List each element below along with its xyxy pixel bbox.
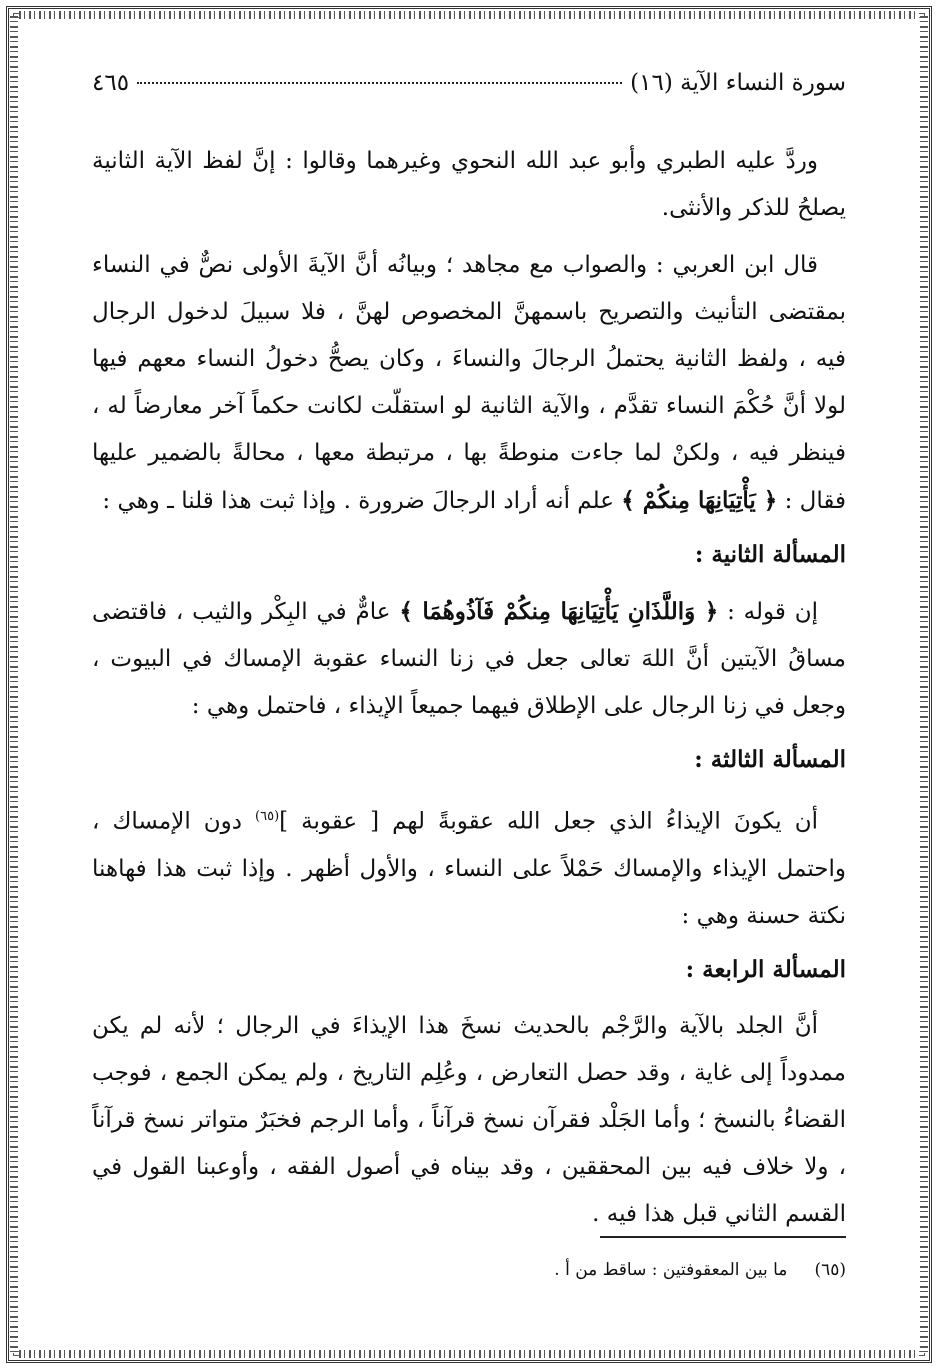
text-run: عامٌّ في البِكْر والثيب ، فاقتضى مساقُ الآيتين أنَّ اللهَ تعالى جعل في زنا النساء عقوبة الإمساك في البيوت ، وجعل في زنا الرجال على الإطلاق فيهما جميعاً الإيذاء ، فاحتمل وهي : [92,599,846,719]
quran-verse: ﴿ وَاللَّذَانِ يَأْتِيَانِهَا مِنكُمْ فَآذُوهُمَا ﴾ [399,598,719,625]
text-run: أنَّ الجلد بالآية والرَّجْم بالحديث نسخَ هذا الإيذاءَ في الرجال ؛ لأنه لم يكن ممدوداً إلى غاية ، وقد حصل التعارض ، وعُلِم التاريخ ، ولم يمكن الجمع ، فوجب القضاءُ بالنسخ ؛ وأما الجَلْد فقرآن نسخ قرآناً ، وأما الرجم فخبَرٌ متواتر نسخ قرآناً ، ولا خلاف فيه بين المحققين ، وقد بيناه في أصول الفقه ، وأوعبنا القول في القسم الثاني قبل هذا فيه . [92,1012,846,1227]
section-heading: المسألة الثالثة : [694,746,846,773]
body-text [92,138,846,1238]
border-left-ornament [10,16,18,1353]
page-content [92,70,846,1238]
paragraph [92,1003,846,1238]
footnote-marker: (٦٥) [255,809,280,824]
quran-verse: ﴿ يَأْتِيَانِهَا مِنكُمْ ﴾ [621,487,778,514]
footnote-text: ما بين المعقوفتين : ساقط من أ . [554,1260,788,1280]
running-header [92,70,846,114]
header-dot-leader [137,82,622,84]
text-run: قال ابن العربي : والصواب مع مجاهد ؛ وبيانُه أنَّ الآيةَ الأولى نصٌّ في النساء بمقتضى التأنيث والتصريح باسمهنَّ المخصوص لهنَّ ، فلا سبيلَ لدخول الرجال فيه ، ولفظ الثانية يحتملُ الرجالَ والنساءَ ، وكان يصحُّ دخولُ النساء معهم فيها لولا أنَّ حُكْمَ النساء تقدَّم ، والآية الثانية لو استقلّت لكانت حكماً آخر معارضاً له ، فينظر فيه ، ولكنْ لما جاءت منوطةً بها ، مرتبطة معها ، محالةً بالضمير عليها فقال : [92,252,846,514]
section-heading: المسألة الرابعة : [685,955,846,983]
text-run: وردَّ عليه الطبري وأبو عبد الله النحوي وغيرهما وقالوا : إنَّ لفظ الآية الثانية يصلحُ للذكر والأنثى. [92,148,846,221]
paragraph [92,793,846,940]
paragraph [92,242,846,525]
paragraph [92,138,846,232]
header-title: سورة النساء الآية (١٦) [630,70,846,96]
footnote [92,1256,846,1284]
border-right-ornament [920,16,928,1353]
text-run: دون الإمساك ، واحتمل الإيذاء والإمساك حَمْلاً على النساء ، والأول أظهر . وإذا ثبت هذا فهاهنا نكتة حسنة وهي : [92,808,846,929]
footnote-separator [600,1236,846,1238]
paragraph [92,588,846,730]
section-heading: المسألة الثانية : [694,541,846,568]
footnote-number: (٦٥) [814,1260,846,1280]
page-number: ٤٦٥ [92,70,130,96]
text-run: إن قوله : [718,599,818,625]
text-run: أن يكونَ الإيذاءُ الذي جعل الله عقوبةً لهم [ عقوبة ] [279,808,819,835]
text-run: علم أنه أراد الرجالَ ضرورة . وإذا ثبت هذا قلنا ـ وهي : [102,488,622,514]
